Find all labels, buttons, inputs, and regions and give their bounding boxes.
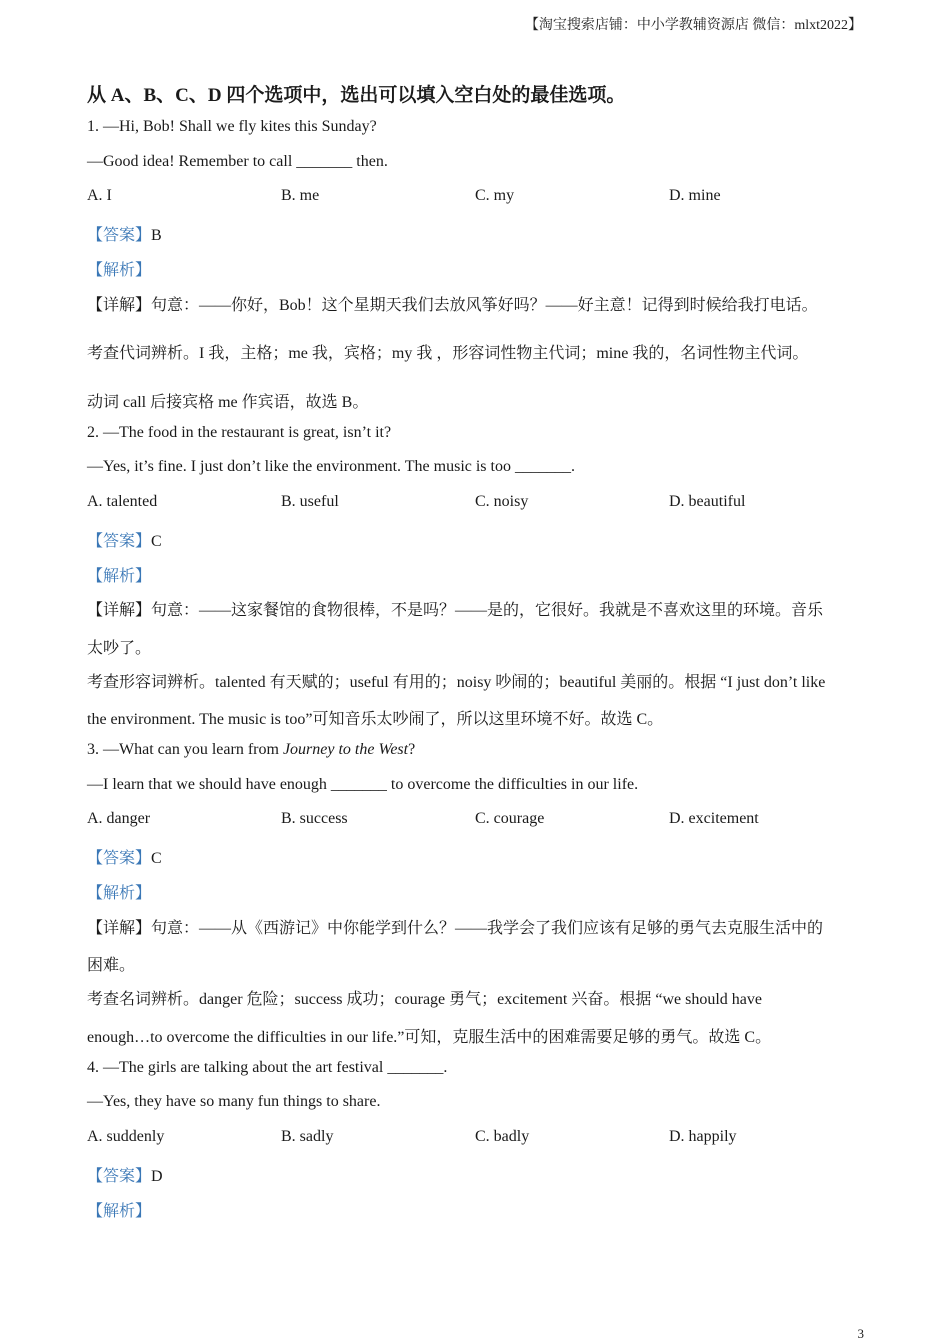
q3-prompt-end: ? xyxy=(408,741,416,758)
q3-analysis-label: 【解析】 xyxy=(87,885,152,902)
answer-label: 【答案】 xyxy=(87,227,152,244)
q1-detail-line: 动词 call 后接宾格 me 作宾语，故选 B。 xyxy=(87,394,369,411)
q4-option-c: C. badly xyxy=(475,1128,530,1145)
q3-option-b: B. success xyxy=(281,810,348,827)
q2-answer xyxy=(87,528,162,551)
q3-answer xyxy=(87,845,162,868)
section-instruction: 从 A、B、C、D 四个选项中，选出可以填入空白处的最佳选项。 xyxy=(87,85,626,106)
q1-answer xyxy=(87,222,162,245)
q1-option-a: A. I xyxy=(87,187,112,204)
q1-option-d: D. mine xyxy=(669,187,721,204)
q1-option-b: B. me xyxy=(281,187,320,204)
q3-detail-line: 困难。 xyxy=(87,957,136,974)
page-header: 【淘宝搜索店铺：中小学教辅资源店 微信：mlxt2022】 xyxy=(524,18,862,33)
q2-option-b: B. useful xyxy=(281,493,339,510)
answer-value: D xyxy=(151,1168,163,1185)
q1-prompt: 1. —Hi, Bob! Shall we fly kites this Sunday? xyxy=(87,118,377,135)
q1-response: —Good idea! Remember to call _______ then. xyxy=(87,153,388,170)
q3-prompt xyxy=(87,741,415,759)
q2-option-c: C. noisy xyxy=(475,493,529,510)
q2-detail-line: 【详解】句意：——这家餐馆的食物很棒，不是吗？——是的，它很好。我就是不喜欢这里的环境。音乐 xyxy=(87,602,824,619)
q3-option-d: D. excitement xyxy=(669,810,759,827)
q4-response: —Yes, they have so many fun things to share. xyxy=(87,1093,381,1110)
q3-response: —I learn that we should have enough _______ to overcome the difficulties in our life. xyxy=(87,776,639,793)
q3-detail-line: 【详解】句意：——从《西游记》中你能学到什么？——我学会了我们应该有足够的勇气去克服生活中的 xyxy=(87,920,824,937)
q4-prompt: 4. —The girls are talking about the art festival _______. xyxy=(87,1059,448,1076)
q3-option-c: C. courage xyxy=(475,810,545,827)
answer-label: 【答案】 xyxy=(87,1168,152,1185)
q4-option-a: A. suddenly xyxy=(87,1128,165,1145)
q3-detail-line: enough…to overcome the difficulties in our life.”可知，克服生活中的困难需要足够的勇气。故选 C。 xyxy=(87,1029,772,1046)
q1-analysis-label: 【解析】 xyxy=(87,262,152,279)
q2-option-d: D. beautiful xyxy=(669,493,746,510)
q2-analysis-label: 【解析】 xyxy=(87,568,152,585)
q1-option-c: C. my xyxy=(475,187,515,204)
q2-detail-line: 考查形容词辨析。talented 有天赋的；useful 有用的；noisy 吵闹的；beautiful 美丽的。根据 “I just don’t like xyxy=(87,674,826,691)
answer-value: B xyxy=(151,227,162,244)
answer-label: 【答案】 xyxy=(87,850,152,867)
q2-option-a: A. talented xyxy=(87,493,158,510)
q4-analysis-label: 【解析】 xyxy=(87,1203,152,1220)
q2-detail-line: the environment. The music is too”可知音乐太吵闹了，所以这里环境不好。故选 C。 xyxy=(87,711,664,728)
q2-prompt: 2. —The food in the restaurant is great, isn’t it? xyxy=(87,424,392,441)
q3-prompt-text: 3. —What can you learn from xyxy=(87,741,283,758)
page-number: 3 xyxy=(857,1326,864,1341)
book-title: Journey to the West xyxy=(282,741,409,758)
q4-option-d: D. happily xyxy=(669,1128,737,1145)
q1-detail-line: 考查代词辨析。I 我，主格；me 我，宾格；my 我 ，形容词性物主代词；mine 我的，名词性物主代词。 xyxy=(87,345,809,362)
answer-value: C xyxy=(151,533,162,550)
answer-label: 【答案】 xyxy=(87,533,152,550)
q4-answer xyxy=(87,1163,163,1186)
q2-detail-line: 太吵了。 xyxy=(87,640,152,657)
q3-option-a: A. danger xyxy=(87,810,151,827)
q3-detail-line: 考查名词辨析。danger 危险；success 成功；courage 勇气；excitement 兴奋。根据 “we should have xyxy=(87,991,762,1008)
q2-response: —Yes, it’s fine. I just don’t like the environment. The music is too _______. xyxy=(87,458,575,475)
answer-value: C xyxy=(151,850,162,867)
q1-detail-line: 【详解】句意：——你好，Bob！这个星期天我们去放风筝好吗？——好主意！记得到时候给我打电话。 xyxy=(87,297,818,314)
q4-option-b: B. sadly xyxy=(281,1128,334,1145)
